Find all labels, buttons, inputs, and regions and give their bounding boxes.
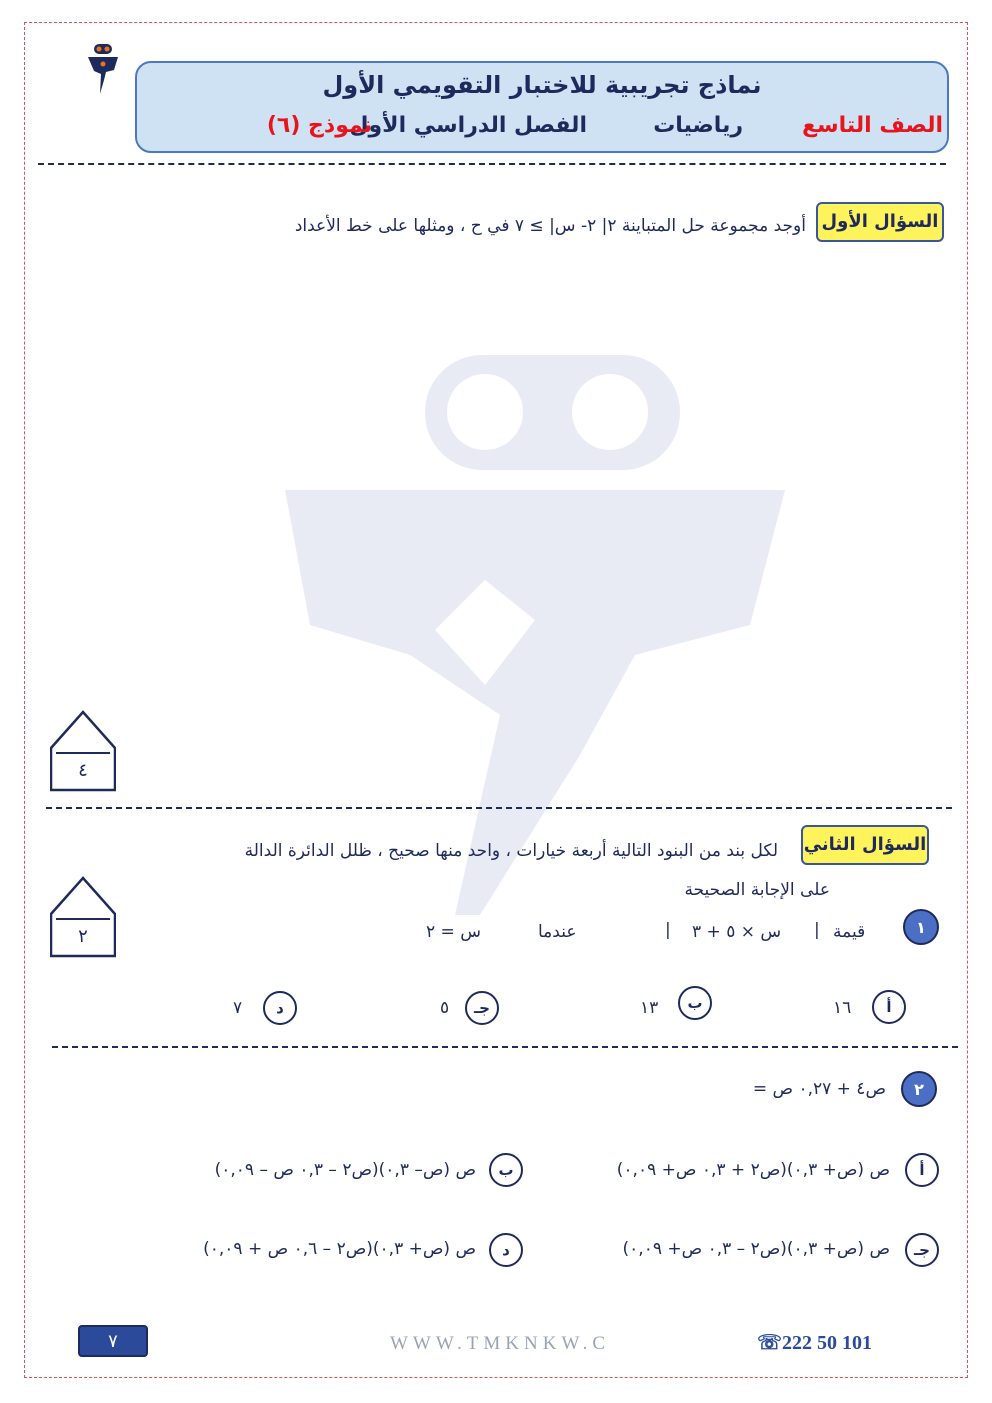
question-1-label: السؤال الأول bbox=[816, 202, 944, 242]
page-number: ٧ bbox=[78, 1325, 148, 1357]
item-1-option-c-circle[interactable]: جـ bbox=[465, 991, 499, 1025]
score-box-q1 bbox=[50, 710, 116, 792]
item-2-option-b-circle[interactable]: ب bbox=[489, 1153, 523, 1187]
score-value-q2: ٢ bbox=[78, 926, 88, 947]
item-1-bar-right: | bbox=[814, 920, 820, 940]
item-1-condition: س = ٢ bbox=[426, 922, 481, 942]
divider bbox=[46, 807, 952, 809]
item-2-option-a-value: ص (ص+ ٠,٣)(ص٢ + ٠,٣ ص+ ٠,٠٩) bbox=[616, 1160, 890, 1180]
item-2-option-c-value: ص (ص+ ٠,٣)(ص٢ – ٠,٣ ص+ ٠,٠٩) bbox=[622, 1239, 890, 1259]
header-title: نماذج تجريبية للاختبار التقويمي الأول bbox=[322, 71, 762, 99]
question-2-label: السؤال الثاني bbox=[801, 825, 929, 865]
item-1-number: ١ bbox=[903, 909, 939, 945]
item-2-option-b-value: ص (ص– ٠,٣)(ص٢ – ٠,٣ ص – ٠,٠٩) bbox=[214, 1160, 476, 1180]
item-1-word: قيمة bbox=[833, 922, 866, 942]
item-2-option-c-circle[interactable]: جـ bbox=[905, 1233, 939, 1267]
item-1-when: عندما bbox=[538, 922, 577, 942]
phone-number: ☏222 50 101 bbox=[757, 1332, 873, 1354]
item-2-option-d-value: ص (ص+ ٠,٣)(ص٢ – ٠,٦ ص + ٠,٠٩) bbox=[203, 1239, 476, 1259]
score-box-q2 bbox=[50, 876, 116, 958]
subject-label: رياضيات bbox=[653, 113, 743, 138]
item-2-option-a-circle[interactable]: أ bbox=[905, 1153, 939, 1187]
item-1-expression: س × ٥ + ٣ bbox=[692, 922, 782, 942]
model-label: نموذج (٦) bbox=[266, 113, 372, 138]
item-1-option-a-value: ١٦ bbox=[833, 998, 852, 1018]
item-2-expression: ص٤ + ٠,٢٧ ص = bbox=[752, 1079, 886, 1099]
item-2-option-d-circle[interactable]: د bbox=[489, 1233, 523, 1267]
item-1-option-d-circle[interactable]: د bbox=[263, 991, 297, 1025]
item-1-option-a-circle[interactable]: أ bbox=[872, 990, 906, 1024]
item-2-number: ٢ bbox=[901, 1071, 937, 1107]
header-box bbox=[135, 61, 949, 153]
website-text[interactable]: WWW.TMKNKW.C bbox=[390, 1333, 611, 1354]
item-1-bar-left: | bbox=[665, 920, 671, 940]
logo-icon bbox=[86, 44, 120, 96]
question-2-text-line2: على الإجابة الصحيحة bbox=[684, 880, 830, 900]
grade-label: الصف التاسع bbox=[801, 113, 943, 138]
item-1-option-b-circle[interactable]: ب bbox=[678, 986, 712, 1020]
item-1-option-d-value: ٧ bbox=[233, 998, 243, 1018]
divider bbox=[38, 163, 946, 165]
divider bbox=[52, 1046, 958, 1048]
semester-label: الفصل الدراسي الأول bbox=[349, 113, 587, 138]
item-1-option-c-value: ٥ bbox=[440, 998, 450, 1018]
watermark-logo-icon bbox=[280, 355, 790, 915]
question-2-text-line1: لكل بند من البنود التالية أربعة خيارات ، واحد منها صحيح ، ظلل الدائرة الدالة bbox=[244, 841, 778, 861]
item-1-option-b-value: ١٣ bbox=[640, 998, 659, 1018]
question-1-text: أوجد مجموعة حل المتباينة ٢| ٢- س| ≥ ٧ في ح ، ومثلها على خط الأعداد bbox=[294, 216, 806, 236]
score-value-q1: ٤ bbox=[78, 760, 88, 781]
